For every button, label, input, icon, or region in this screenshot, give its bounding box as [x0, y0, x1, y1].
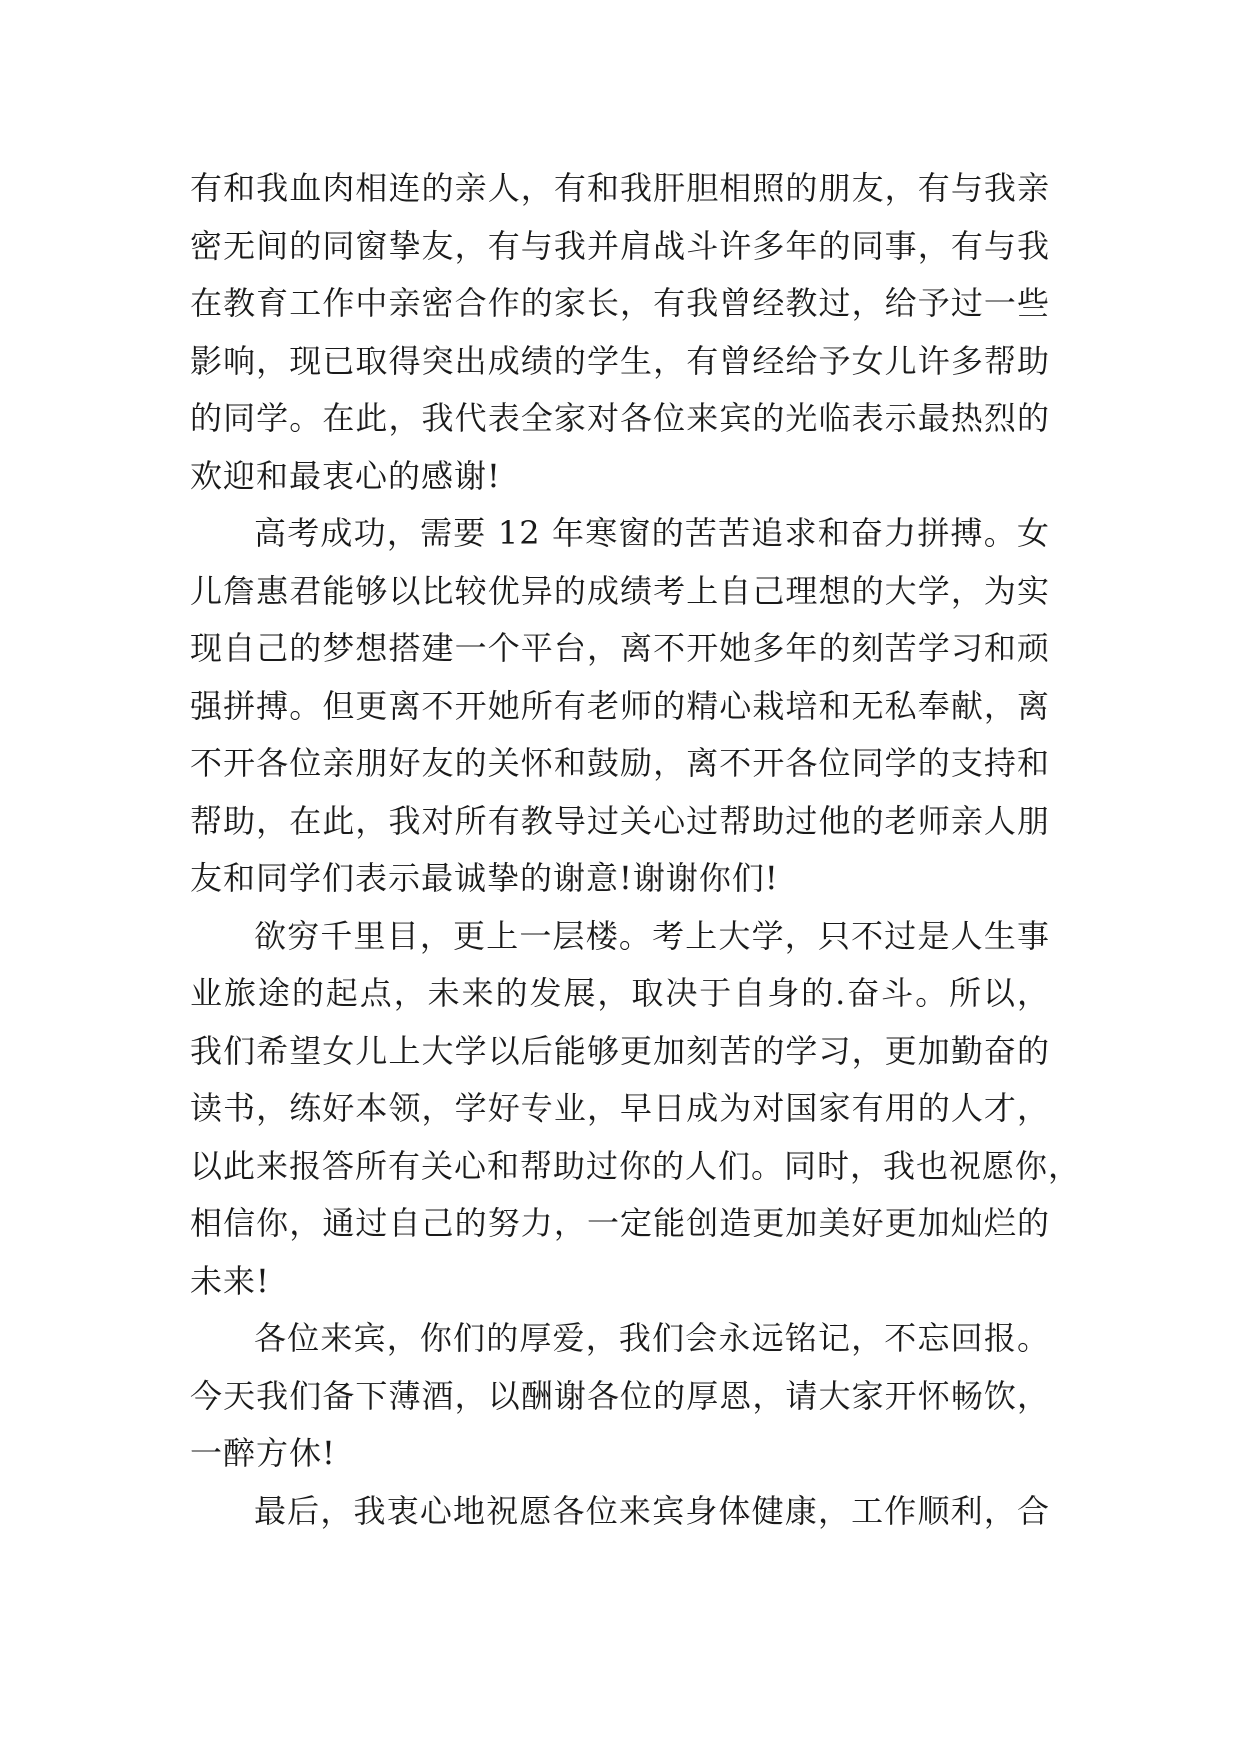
paragraph-2 [190, 505, 1050, 908]
text-line: 欲穷千里目，更上一层楼。考上大学，只不过是人生事 [254, 916, 1050, 955]
text-line: 最后，我衷心地祝愿各位来宾身体健康，工作顺利，合 [254, 1491, 1050, 1530]
text-line: 友和同学们表示最诚挚的谢意!谢谢你们! [190, 859, 779, 897]
text-line: 现自己的梦想搭建一个平台，离不开她多年的刻苦学习和顽 [190, 629, 1050, 667]
text-line: 今天我们备下薄酒，以酬谢各位的厚恩，请大家开怀畅饮， [190, 1376, 1050, 1415]
body-text [190, 160, 1082, 1540]
text-line: 在教育工作中亲密合作的家长，有我曾经教过，给予过一些 [190, 284, 1050, 322]
text-line: 各位来宾，你们的厚爱，我们会永远铭记，不忘回报。 [254, 1319, 1050, 1357]
text-line: 一醉方休! [190, 1434, 336, 1472]
text-line: 有和我血肉相连的亲人，有和我肝胆相照的朋友，有与我亲 [190, 169, 1050, 207]
paragraph-3 [190, 908, 1082, 1311]
text-line: 我们希望女儿上大学以后能够更加刻苦的学习，更加勤奋的 [190, 1031, 1050, 1070]
text-line: 密无间的同窗挚友，有与我并肩战斗许多年的同事，有与我 [190, 226, 1050, 265]
text-line: 欢迎和最衷心的感谢! [190, 456, 501, 495]
text-line: 影响，现已取得突出成绩的学生，有曾经给予女儿许多帮助 [190, 341, 1050, 380]
text-line: 业旅途的起点，未来的发展，取决于自身的.奋斗。所以， [190, 974, 1050, 1012]
paragraph-1 [190, 160, 1050, 505]
text-line: 儿詹惠君能够以比较优异的成绩考上自己理想的大学，为实 [190, 571, 1050, 610]
text-line: 不开各位亲朋好友的关怀和鼓励，离不开各位同学的支持和 [190, 744, 1050, 782]
text-line: 读书，练好本领，学好专业，早日成为对国家有用的人才， [190, 1089, 1050, 1127]
text-line: 高考成功，需要 12 年寒窗的苦苦追求和奋力拼搏。女 [254, 514, 1050, 552]
text-line: 强拼搏。但更离不开她所有老师的精心栽培和无私奉献，离 [190, 686, 1050, 725]
text-line: 帮助，在此，我对所有教导过关心过帮助过他的老师亲人朋 [190, 801, 1050, 840]
text-line: 的同学。在此，我代表全家对各位来宾的光临表示最热烈的 [190, 399, 1050, 437]
paragraph-4 [190, 1310, 1050, 1483]
text-line: 相信你，通过自己的努力，一定能创造更加美好更加灿烂的 [190, 1204, 1050, 1242]
text-line: 以此来报答所有关心和帮助过你的人们。同时，我也祝愿你， [190, 1146, 1082, 1185]
text-line: 未来! [190, 1261, 270, 1300]
paragraph-5 [190, 1483, 1050, 1541]
